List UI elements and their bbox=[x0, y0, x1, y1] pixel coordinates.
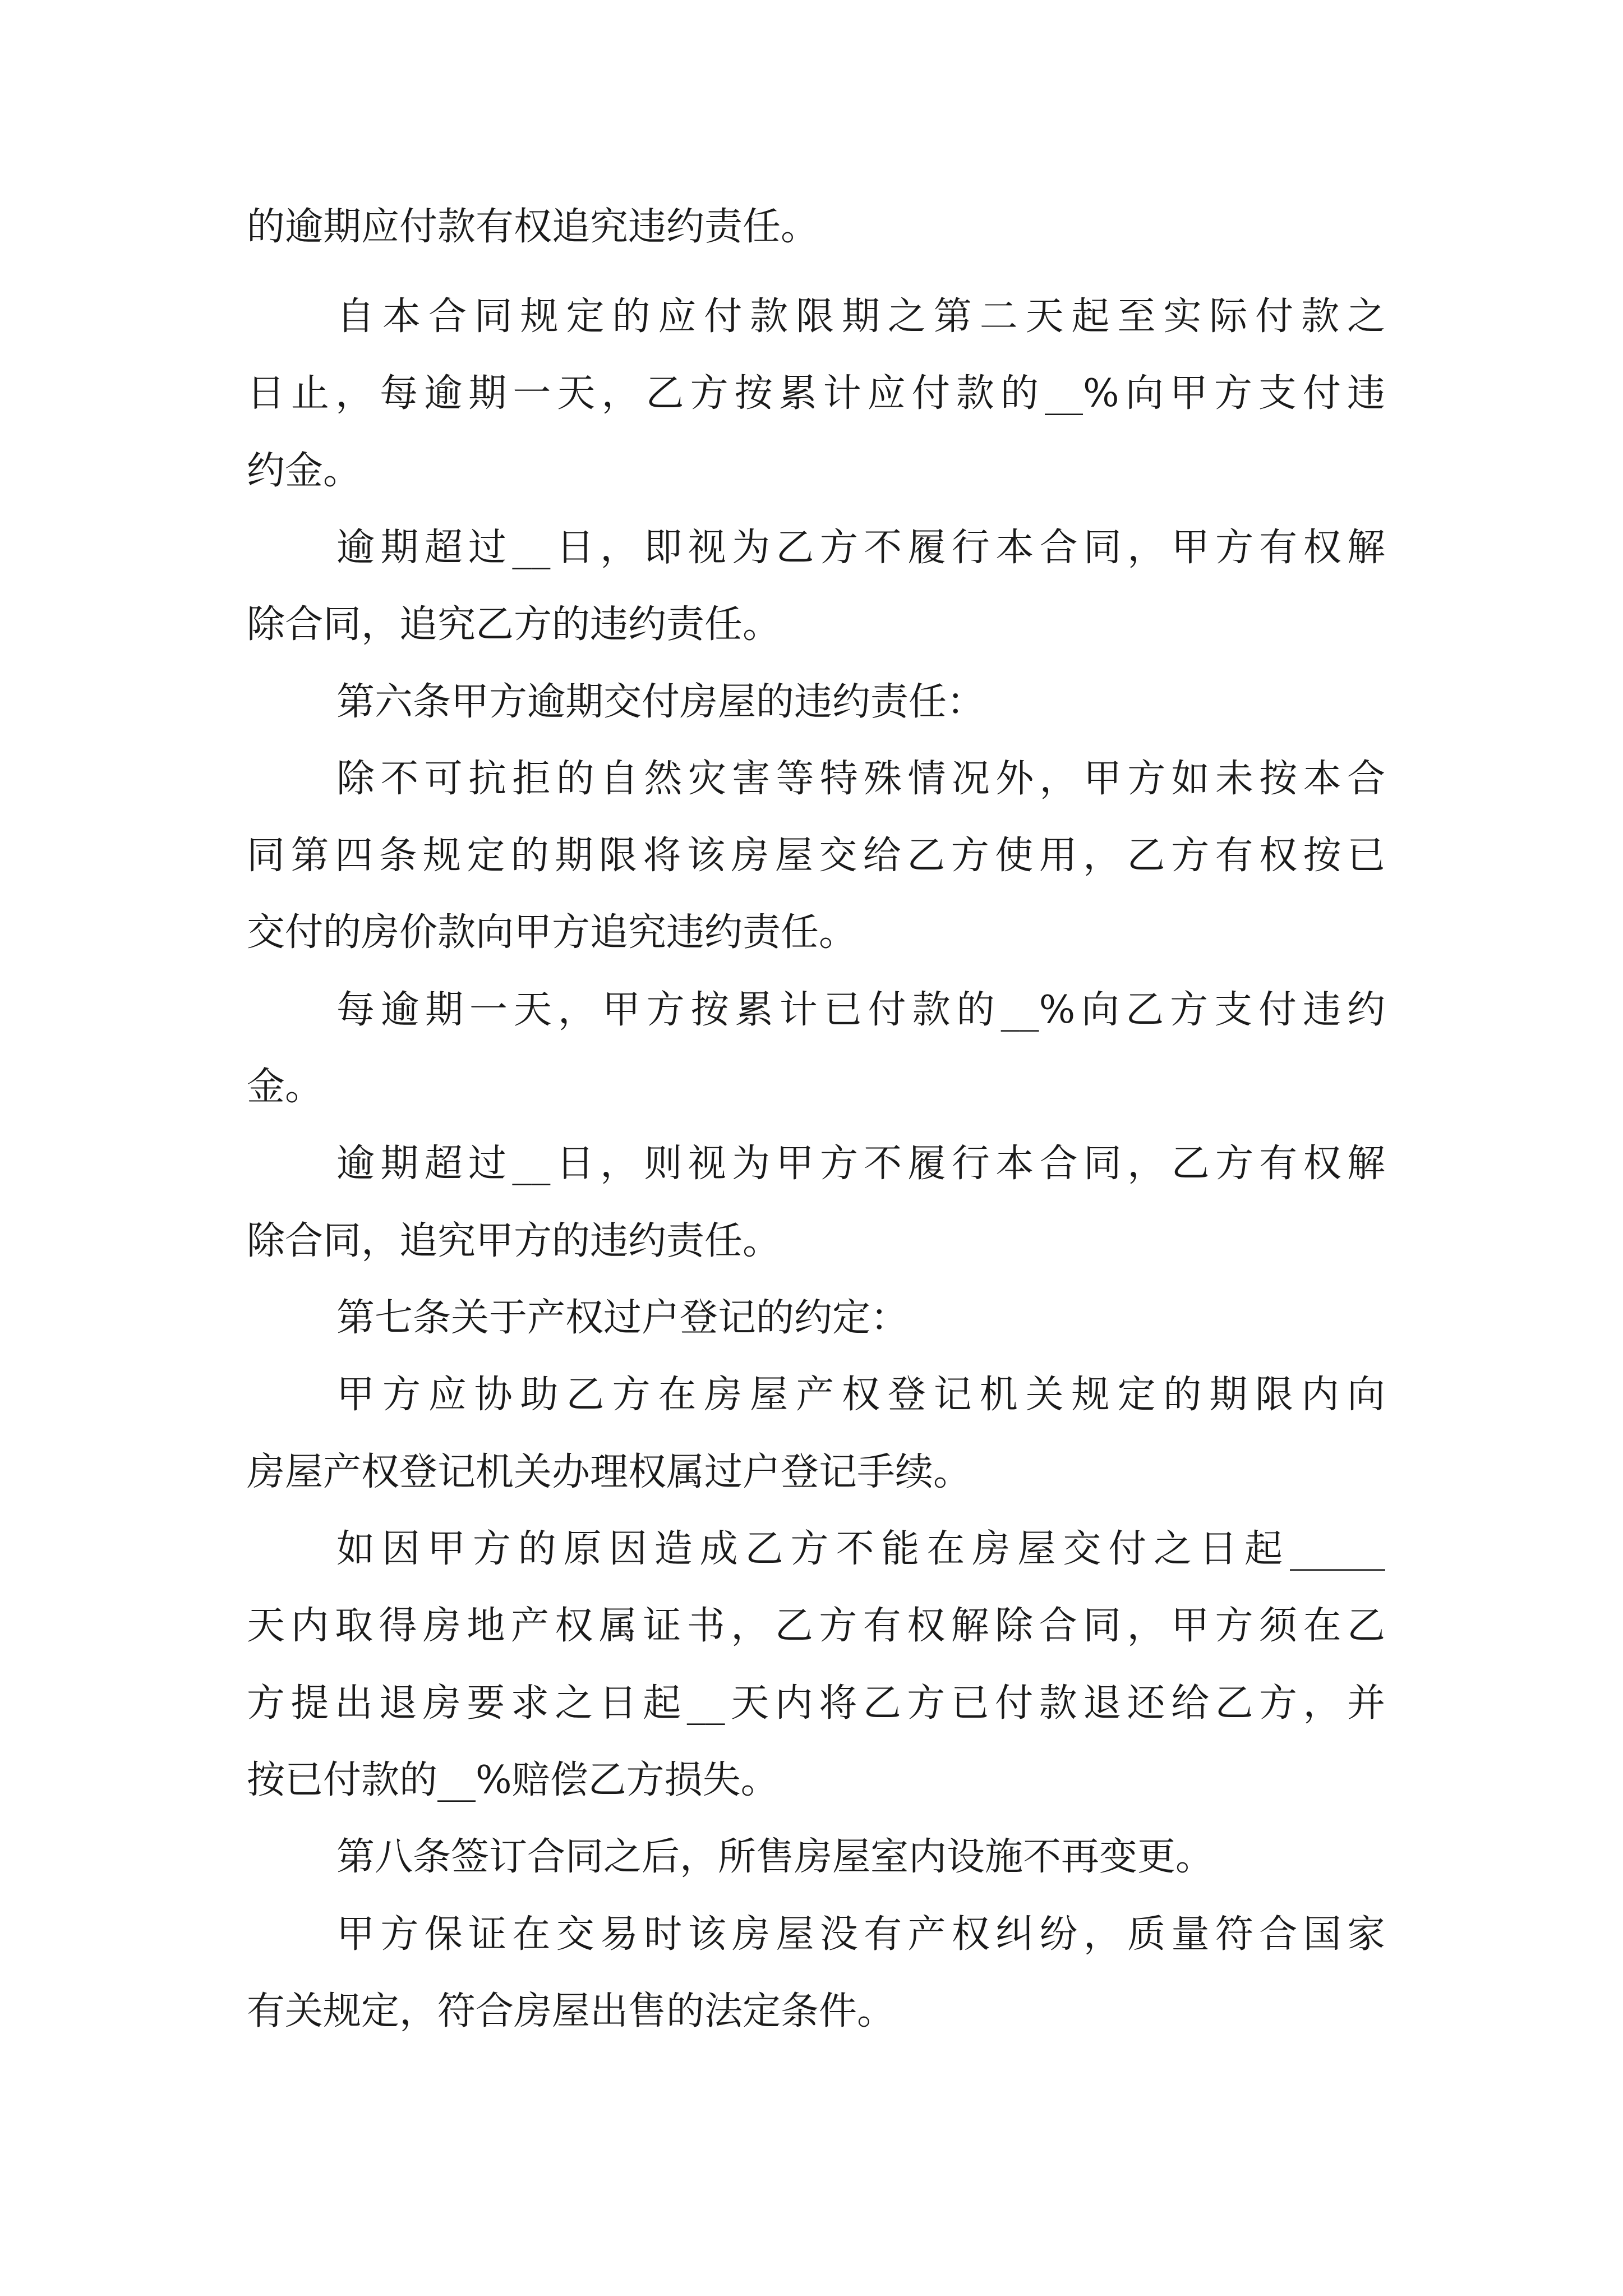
text-line: 逾期超过__日，即视为乙方不履行本合同，甲方有权解 bbox=[336, 526, 1385, 570]
section-heading: 第八条签订合同之后，所售房屋室内设施不再变更。 bbox=[336, 1835, 1214, 1879]
text-line: 金。 bbox=[247, 1065, 324, 1109]
text-line: 自本合同规定的应付款限期之第二天起至实际付款之 bbox=[336, 295, 1385, 339]
text-line: 方提出退房要求之日起__天内将乙方已付款退还给乙方，并 bbox=[247, 1681, 1385, 1726]
text-line: 逾期超过__日，则视为甲方不履行本合同，乙方有权解 bbox=[336, 1142, 1385, 1186]
text-line: 按已付款的__%赔偿乙方损失。 bbox=[247, 1758, 779, 1802]
text-line: 除合同，追究甲方的违约责任。 bbox=[247, 1219, 781, 1263]
text-line: 除合同，追究乙方的违约责任。 bbox=[247, 602, 781, 647]
text-line: 的逾期应付款有权追究违约责任。 bbox=[247, 205, 819, 249]
text-line: 房屋产权登记机关办理权属过户登记手续。 bbox=[247, 1450, 972, 1494]
text-line: 甲方保证在交易时该房屋没有产权纠纷，质量符合国家 bbox=[336, 1912, 1385, 1957]
text-line: 每逾期一天，甲方按累计已付款的__%向乙方支付违约 bbox=[336, 988, 1385, 1032]
section-heading: 第七条关于产权过户登记的约定： bbox=[336, 1296, 909, 1340]
text-line: 有关规定，符合房屋出售的法定条件。 bbox=[247, 1989, 896, 2033]
text-line: 日止，每逾期一天，乙方按累计应付款的__%向甲方支付违 bbox=[247, 371, 1385, 416]
text-line: 除不可抗拒的自然灾害等特殊情况外，甲方如未按本合 bbox=[336, 757, 1385, 801]
text-line: 同第四条规定的期限将该房屋交给乙方使用，乙方有权按已 bbox=[247, 834, 1385, 878]
text-line: 如因甲方的原因造成乙方不能在房屋交付之日起_____ bbox=[336, 1527, 1385, 1571]
text-line: 天内取得房地产权属证书，乙方有权解除合同，甲方须在乙 bbox=[247, 1604, 1385, 1648]
text-line: 约金。 bbox=[247, 449, 362, 493]
section-heading: 第六条甲方逾期交付房屋的违约责任： bbox=[336, 680, 985, 724]
text-line: 甲方应协助乙方在房屋产权登记机关规定的期限内向 bbox=[336, 1373, 1385, 1417]
text-line: 交付的房价款向甲方追究违约责任。 bbox=[247, 910, 857, 955]
